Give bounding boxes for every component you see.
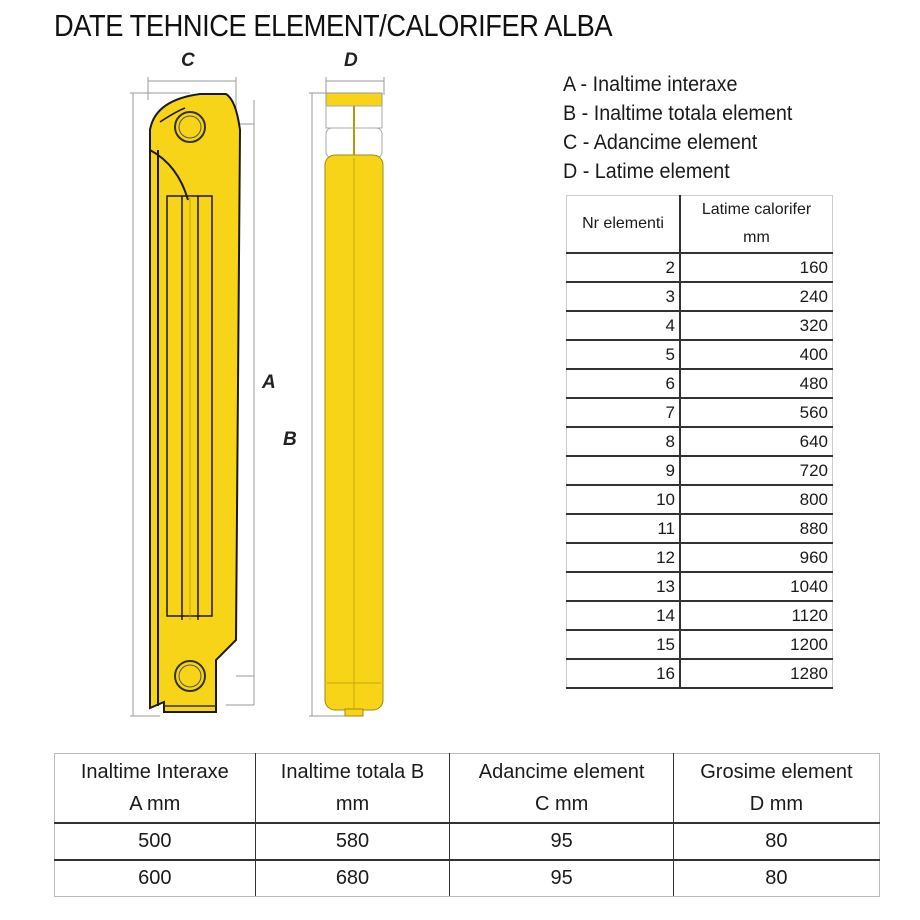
header-label: Grosime element [700, 761, 853, 783]
table-row [567, 514, 833, 543]
header-latime-unit: mm [743, 229, 770, 246]
cell-elements: 2 [567, 253, 681, 282]
width-table [566, 195, 833, 689]
cell-elements: 11 [567, 514, 681, 543]
legend-item-a: A - Inaltime interaxe [563, 73, 738, 96]
table-row [567, 427, 833, 456]
table-row [567, 485, 833, 514]
dimension-legend [563, 70, 807, 186]
cell-thickness: 80 [673, 823, 879, 860]
table-row [567, 282, 833, 311]
cell-elements: 10 [567, 485, 681, 514]
cell-total-height: 580 [255, 823, 450, 860]
header-latime-label: Latime calorifer [701, 201, 812, 218]
cell-thickness: 80 [673, 860, 879, 897]
cell-width: 1120 [680, 601, 833, 630]
cell-width: 1200 [680, 630, 833, 659]
table-row [567, 456, 833, 485]
header-unit: D mm [749, 793, 804, 815]
table-row [567, 340, 833, 369]
cell-width: 480 [680, 369, 833, 398]
cell-elements: 12 [567, 543, 681, 572]
table-row [567, 659, 833, 688]
cell-elements: 16 [567, 659, 681, 688]
cell-interaxe: 600 [55, 860, 256, 897]
cell-width: 1040 [680, 572, 833, 601]
cell-width: 800 [680, 485, 833, 514]
cell-depth: 95 [450, 823, 673, 860]
header-unit: mm [335, 793, 370, 815]
header-nr-elementi: Nr elementi [567, 196, 681, 254]
table-row [55, 860, 880, 897]
dimension-label-a: A [262, 372, 276, 393]
table-row [567, 253, 833, 282]
header-total-height [255, 754, 450, 824]
specs-table-header [55, 754, 880, 824]
cell-width: 240 [680, 282, 833, 311]
header-label: Adancime element [478, 761, 645, 783]
legend-item-b: B - Inaltime totala element [563, 102, 793, 125]
cell-interaxe: 500 [55, 823, 256, 860]
cell-width: 160 [680, 253, 833, 282]
table-row [55, 823, 880, 860]
header-interaxe [55, 754, 256, 824]
table-row [567, 630, 833, 659]
page-title: DATE TEHNICE ELEMENT/CALORIFER ALBA [54, 8, 613, 43]
cell-width: 720 [680, 456, 833, 485]
table-row [567, 543, 833, 572]
cell-elements: 3 [567, 282, 681, 311]
radiator-side-view [150, 94, 240, 712]
table-row [567, 572, 833, 601]
specs-table [54, 753, 880, 897]
dimension-label-c: C [181, 50, 195, 71]
cell-elements: 7 [567, 398, 681, 427]
cell-width: 880 [680, 514, 833, 543]
cell-width: 320 [680, 311, 833, 340]
width-table-header [567, 196, 833, 254]
table-row [567, 601, 833, 630]
dimension-label-b: B [283, 429, 297, 450]
cell-elements: 9 [567, 456, 681, 485]
dimension-label-d: D [344, 50, 358, 71]
cell-elements: 14 [567, 601, 681, 630]
cell-elements: 6 [567, 369, 681, 398]
cell-width: 960 [680, 543, 833, 572]
cell-total-height: 680 [255, 860, 450, 897]
cell-elements: 15 [567, 630, 681, 659]
cell-width: 1280 [680, 659, 833, 688]
header-unit: C mm [534, 793, 589, 815]
cell-width: 400 [680, 340, 833, 369]
header-unit: A mm [129, 793, 181, 815]
legend-item-c: C - Adancime element [563, 131, 758, 154]
cell-width: 640 [680, 427, 833, 456]
table-row [567, 369, 833, 398]
cell-elements: 5 [567, 340, 681, 369]
cell-depth: 95 [450, 860, 673, 897]
header-label: Inaltime totala B [280, 761, 425, 783]
table-row [567, 398, 833, 427]
cell-width: 560 [680, 398, 833, 427]
legend-item-d: D - Latime element [563, 160, 730, 183]
header-label: Inaltime Interaxe [80, 761, 229, 783]
cell-elements: 8 [567, 427, 681, 456]
table-row [567, 311, 833, 340]
cell-elements: 13 [567, 572, 681, 601]
radiator-front-view [325, 93, 383, 716]
cell-elements: 4 [567, 311, 681, 340]
header-latime-calorifer [680, 196, 833, 254]
header-depth [450, 754, 673, 824]
header-thickness [673, 754, 879, 824]
